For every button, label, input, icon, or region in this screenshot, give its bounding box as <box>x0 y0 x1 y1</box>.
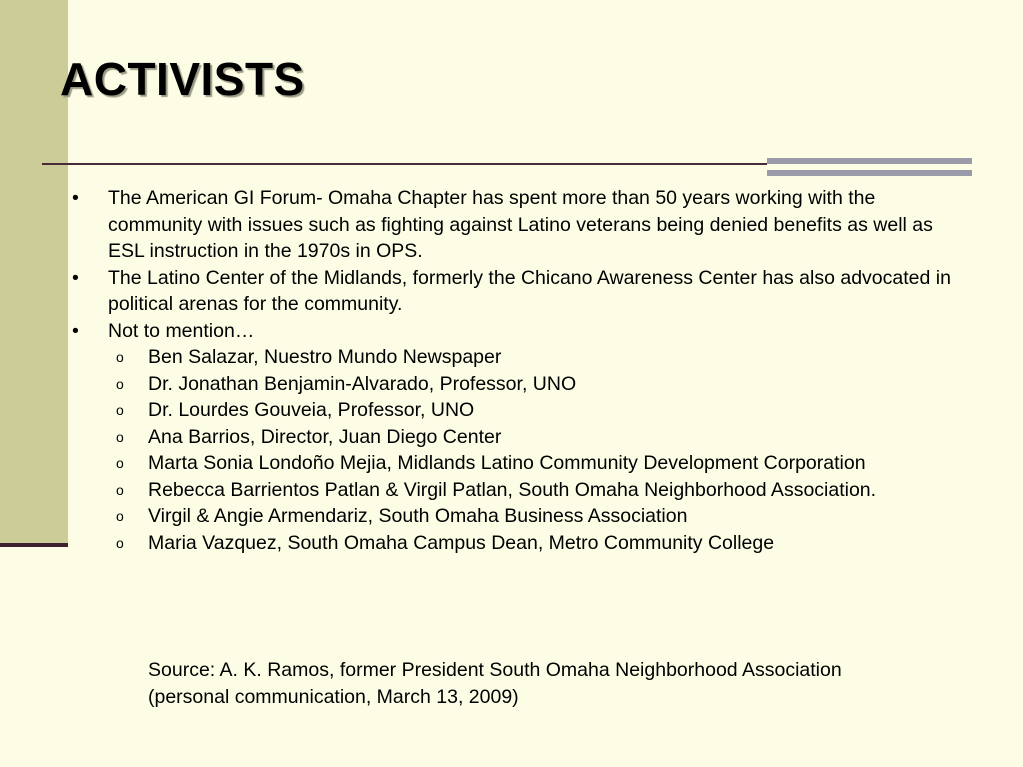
sub-bullet-item <box>72 450 972 477</box>
accent-bars <box>767 158 972 182</box>
sub-bullet-item <box>72 397 972 424</box>
bullet-list <box>72 185 972 344</box>
bullet-item <box>72 318 972 345</box>
bullet-text: The American GI Forum- Omaha Chapter has spent more than 50 years working with the community with issues such as fighting against Latino veterans being denied benefits as well as ESL instruction in the 1970s in OPS. <box>108 187 933 262</box>
sub-bullet-text: Ana Barrios, Director, Juan Diego Center <box>148 425 502 448</box>
sub-bullet-item <box>72 344 972 371</box>
slide-body <box>72 185 972 556</box>
bullet-icon: • <box>72 187 79 209</box>
sub-bullet-item <box>72 530 972 557</box>
accent-bar <box>767 158 972 164</box>
sub-bullet-item <box>72 371 972 398</box>
bullet-text: Not to mention… <box>108 319 255 342</box>
title-divider <box>42 163 767 165</box>
sub-bullet-item <box>72 477 972 504</box>
sub-bullet-list <box>72 344 972 556</box>
bullet-icon: • <box>72 266 79 289</box>
sub-bullet-text: Ben Salazar, Nuestro Mundo Newspaper <box>148 346 502 368</box>
circle-bullet-icon: o <box>116 349 124 365</box>
sub-bullet-item <box>72 424 972 451</box>
circle-bullet-icon: o <box>116 534 124 551</box>
slide-title: ACTIVISTS <box>60 53 305 105</box>
circle-bullet-icon: o <box>116 375 124 392</box>
bullet-text: The Latino Center of the Midlands, formerly the Chicano Awareness Center has also advocated in political arenas for the community. <box>108 266 951 315</box>
side-band <box>0 0 68 543</box>
bullet-item <box>72 185 972 265</box>
source-citation: Source: A. K. Ramos, former President South Omaha Neighborhood Association (personal communication, March 13, 2009) <box>148 659 842 708</box>
circle-bullet-icon: o <box>116 402 124 418</box>
circle-bullet-icon: o <box>116 455 124 471</box>
sub-bullet-text: Rebecca Barrientos Patlan & Virgil Patlan, South Omaha Neighborhood Association. <box>148 478 877 501</box>
circle-bullet-icon: o <box>116 428 124 445</box>
sub-bullet-text: Dr. Jonathan Benjamin-Alvarado, Professor, UNO <box>148 372 577 395</box>
accent-bar <box>767 170 972 176</box>
bullet-icon: • <box>72 319 79 342</box>
circle-bullet-icon: o <box>116 508 124 524</box>
sub-bullet-text: Dr. Lourdes Gouveia, Professor, UNO <box>148 399 475 421</box>
sub-bullet-text: Marta Sonia Londoño Mejia, Midlands Latino Community Development Corporation <box>148 452 866 474</box>
sub-bullet-item <box>72 503 972 530</box>
sub-bullet-text: Maria Vazquez, South Omaha Campus Dean, Metro Community College <box>148 531 775 554</box>
sub-bullet-text: Virgil & Angie Armendariz, South Omaha Business Association <box>148 505 688 527</box>
bullet-item <box>72 265 972 318</box>
side-divider <box>0 543 68 547</box>
circle-bullet-icon: o <box>116 481 124 498</box>
